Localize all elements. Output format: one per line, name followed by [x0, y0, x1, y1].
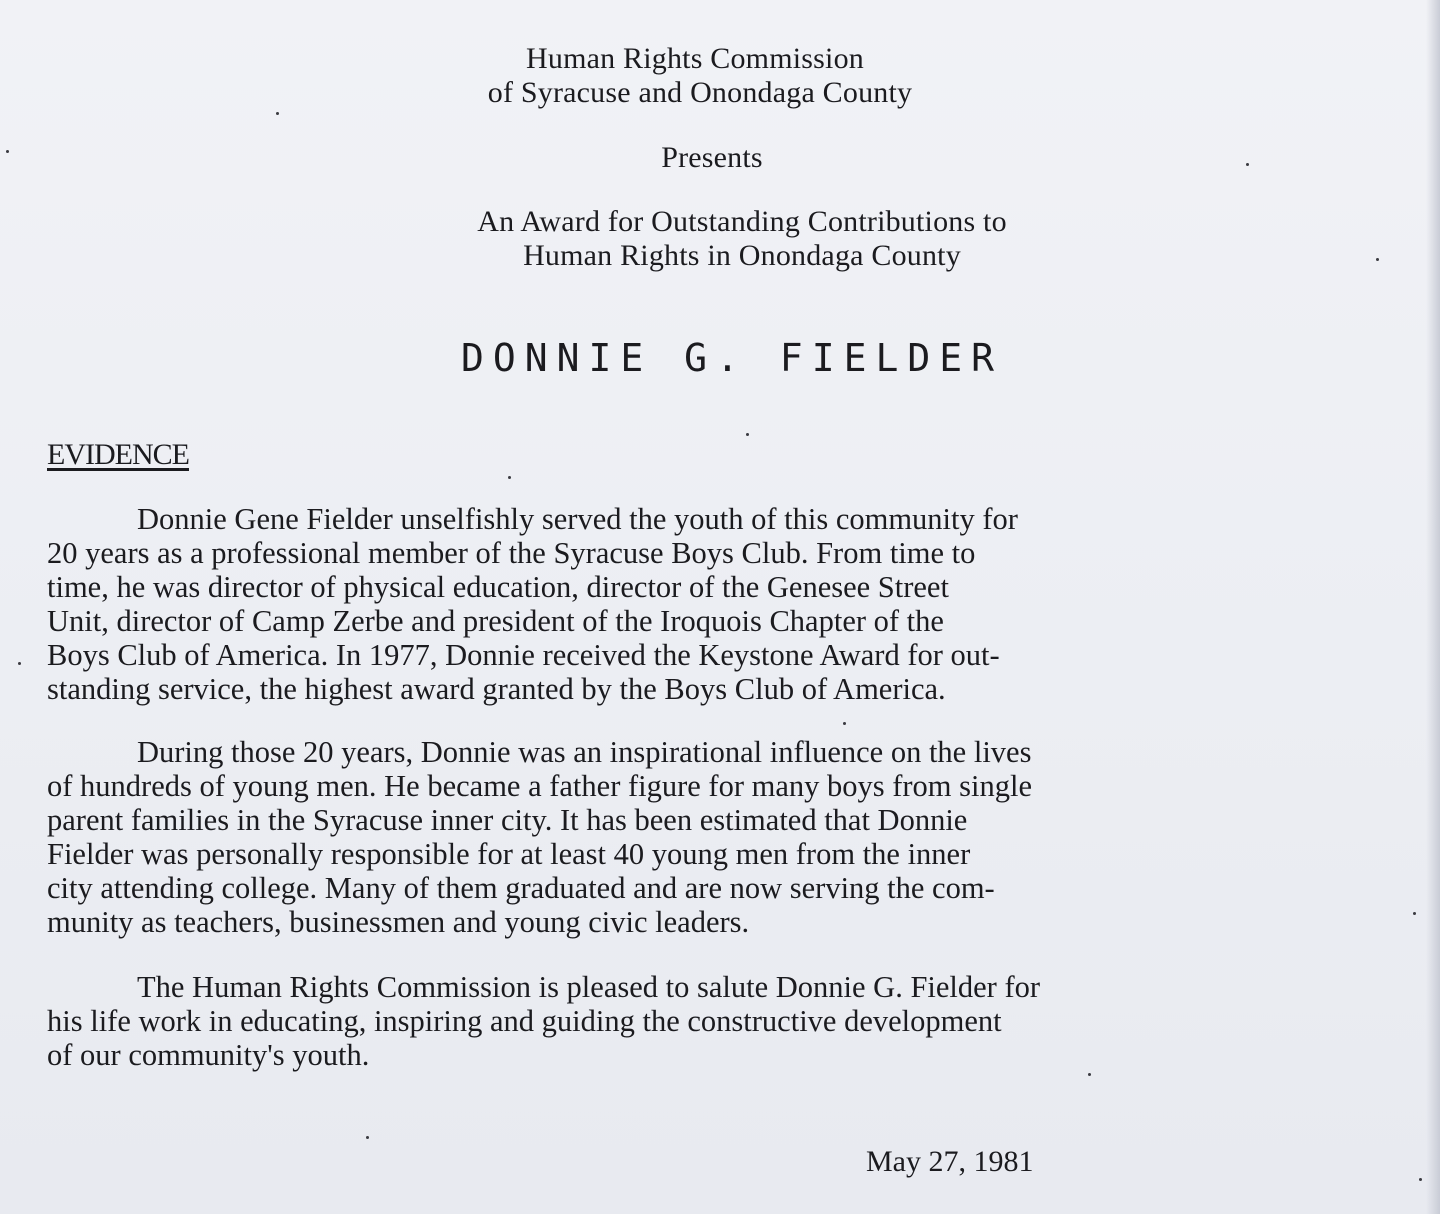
- paragraph-line: city attending college. Many of them graduated and are now serving the com-: [47, 871, 995, 905]
- paper-speck: [1088, 1073, 1091, 1076]
- paragraph-line: Donnie Gene Fielder unselfishly served the youth of this community for: [137, 502, 1018, 536]
- paragraph-2: [47, 735, 1397, 939]
- paper-speck: [1376, 258, 1379, 261]
- paper-speck: [276, 112, 279, 115]
- paragraph-line: time, he was director of physical education, director of the Genesee Street: [47, 570, 949, 604]
- paragraph-line: 20 years as a professional member of the Syracuse Boys Club. From time to: [47, 536, 976, 570]
- paragraph-line: his life work in educating, inspiring and guiding the constructive development: [47, 1004, 1002, 1038]
- honoree-name: DONNIE G. FIELDER: [461, 336, 1003, 380]
- paragraph-line: parent families in the Syracuse inner city. It has been estimated that Donnie: [47, 803, 968, 837]
- paragraph-line: of our community's youth.: [47, 1038, 370, 1072]
- paragraph-line: Fielder was personally responsible for at least 40 young men from the inner: [47, 837, 971, 871]
- paragraph-line: Unit, director of Camp Zerbe and president of the Iroquois Chapter of the: [47, 604, 944, 638]
- paragraph-line: The Human Rights Commission is pleased to salute Donnie G. Fielder for: [137, 970, 1041, 1004]
- paper-speck: [746, 433, 749, 436]
- paragraph-line: During those 20 years, Donnie was an inspirational influence on the lives: [137, 735, 1032, 769]
- award-title-line-2: Human Rights in Onondaga County: [523, 239, 961, 272]
- paragraph-line: standing service, the highest award granted by the Boys Club of America.: [47, 672, 946, 706]
- paragraph-line: Boys Club of America. In 1977, Donnie received the Keystone Award for out-: [47, 638, 1000, 672]
- award-title-line-1: An Award for Outstanding Contributions to: [477, 205, 1007, 238]
- paragraph-1: [47, 502, 1397, 706]
- paper-speck: [6, 150, 9, 153]
- award-date: May 27, 1981: [866, 1145, 1034, 1178]
- paper-speck: [366, 1136, 369, 1139]
- paper-speck: [1246, 163, 1249, 166]
- paragraph-line: munity as teachers, businessmen and young civic leaders.: [47, 905, 750, 939]
- paragraph-line: of hundreds of young men. He became a father figure for many boys from single: [47, 769, 1033, 803]
- org-name-line-1: Human Rights Commission: [526, 42, 864, 75]
- paper-speck: [18, 662, 21, 665]
- presents-text: Presents: [661, 141, 763, 174]
- paper-speck: [1419, 1178, 1422, 1181]
- paper-speck: [508, 476, 511, 479]
- section-heading-evidence: EVIDENCE: [47, 438, 189, 471]
- paper-speck: [1413, 912, 1416, 915]
- org-name-line-2: of Syracuse and Onondaga County: [487, 76, 913, 109]
- paper-speck: [843, 722, 846, 725]
- paragraph-3: [47, 970, 1397, 1072]
